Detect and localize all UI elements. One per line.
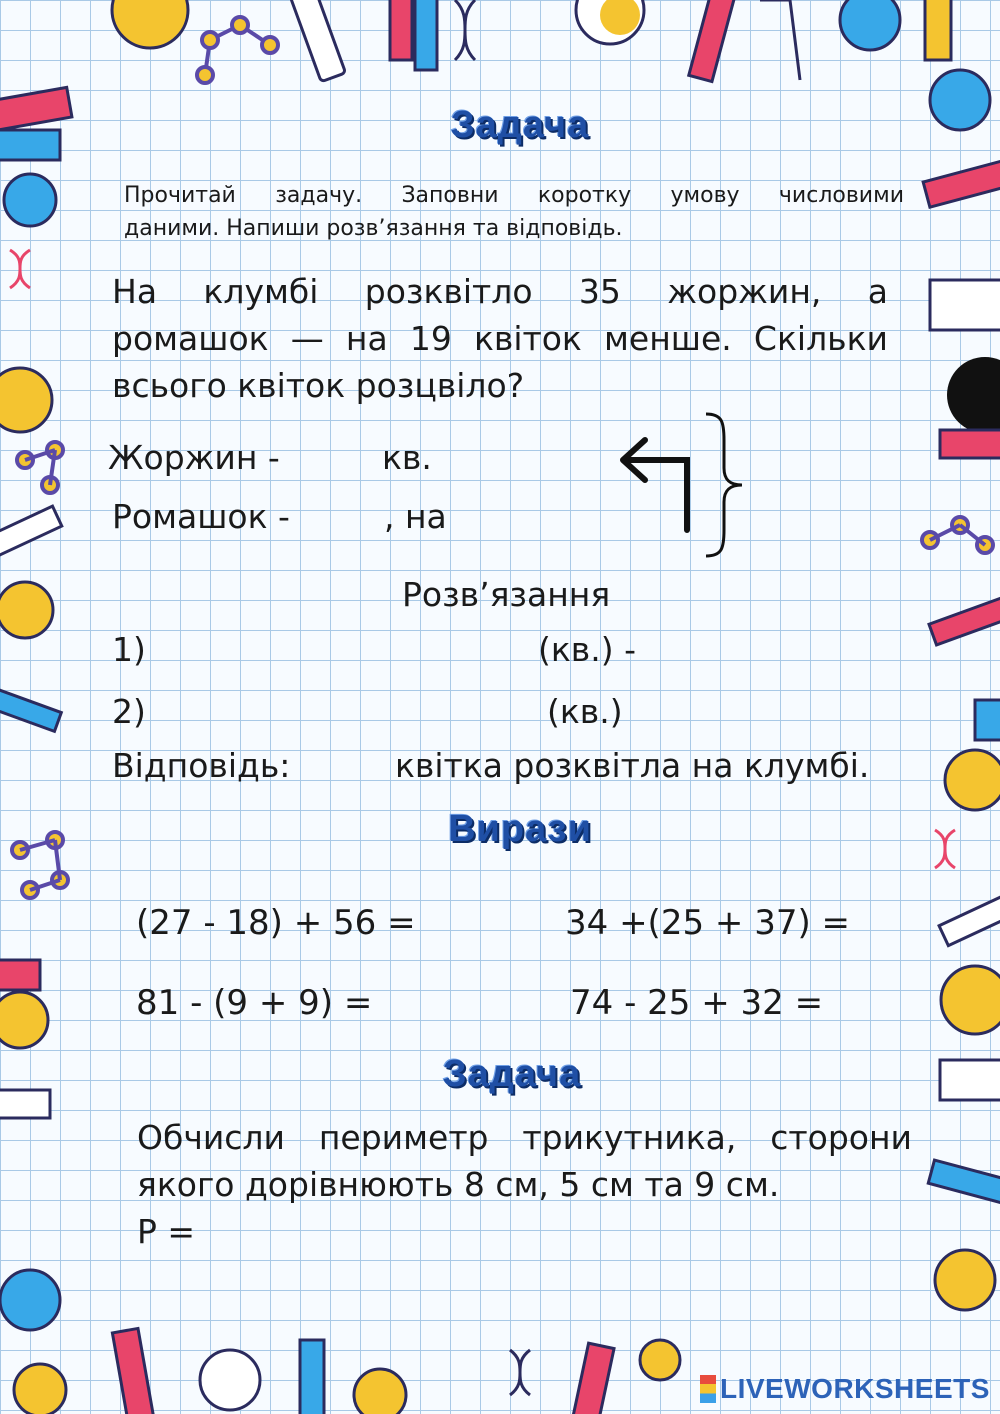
expression-1: (27 - 18) + 56 =: [136, 903, 416, 943]
expression-1-input[interactable]: [420, 900, 530, 946]
answer-input[interactable]: [305, 744, 390, 788]
solution-title: Розв’язання: [402, 575, 611, 614]
instruction-text: [124, 179, 904, 245]
solution-step-1-number: 1): [112, 630, 146, 669]
right-border-icons: [922, 70, 1000, 1310]
expression-2: 34 +(25 + 37) =: [565, 903, 851, 943]
left-border-icons: [0, 87, 72, 1414]
answer-label: Відповідь:: [112, 746, 291, 785]
expression-4: 74 - 25 + 32 =: [570, 983, 824, 1023]
condition-row-1-input[interactable]: [282, 438, 372, 482]
problem-1-text: [112, 268, 888, 409]
expression-4-input[interactable]: [835, 980, 935, 1026]
instruction-line-1: Прочитай задачу. Заповни коротку умову числовими: [124, 183, 904, 208]
instruction-line-2: даними. Напиши розв’язання та відповідь.: [124, 216, 623, 241]
bottom-border-icons: [112, 1328, 680, 1414]
total-answer-input[interactable]: [760, 455, 880, 499]
right-curly-brace-icon: [700, 410, 750, 560]
condition-row-1-label: Жоржин -: [108, 438, 280, 477]
expression-3-input[interactable]: [370, 980, 480, 1026]
solution-step-2-unit: (кв.): [547, 692, 623, 731]
heading-task-1: Задача: [450, 104, 590, 146]
problem-2-line-1: Обчисли периметр трикутника, сторони: [137, 1118, 912, 1157]
perimeter-label: P =: [137, 1212, 196, 1251]
top-border-icons: [112, 0, 951, 83]
expression-2-input[interactable]: [855, 900, 945, 946]
expression-3: 81 - (9 + 9) =: [136, 983, 373, 1023]
solution-step-2-number: 2): [112, 692, 146, 731]
answer-text: квітка розквітла на клумбі.: [395, 746, 870, 785]
solution-step-2-input[interactable]: [150, 690, 535, 734]
condition-row-2-unit: , на: [384, 497, 447, 536]
heading-expressions: Вирази: [448, 808, 592, 850]
condition-row-2-difference-input[interactable]: [450, 497, 600, 541]
liveworksheets-logo-icon: [700, 1375, 716, 1403]
problem-2-line-2: якого дорівнюють 8 см, 5 см та 9 см.: [137, 1165, 780, 1204]
liveworksheets-logo: [700, 1372, 990, 1406]
solution-step-1-unit: (кв.) -: [538, 630, 637, 669]
condition-row-2-label: Ромашок -: [112, 497, 290, 536]
problem-1-line-3: всього квіток розцвіло?: [112, 366, 525, 405]
solution-step-1-input[interactable]: [150, 628, 530, 672]
problem-1-line-1: На клумбі розквітло 35 жоржин, а: [112, 272, 888, 311]
arrow-left-corner-icon: [615, 430, 695, 535]
liveworksheets-logo-text: LIVEWORKSHEETS: [720, 1373, 990, 1404]
problem-1-line-2: ромашок — на 19 квіток менше. Скільки: [112, 319, 888, 358]
heading-task-2: Задача: [442, 1053, 582, 1095]
condition-row-2-input[interactable]: [310, 497, 382, 541]
condition-row-1-unit: кв.: [382, 438, 432, 477]
perimeter-input[interactable]: [215, 1214, 615, 1260]
